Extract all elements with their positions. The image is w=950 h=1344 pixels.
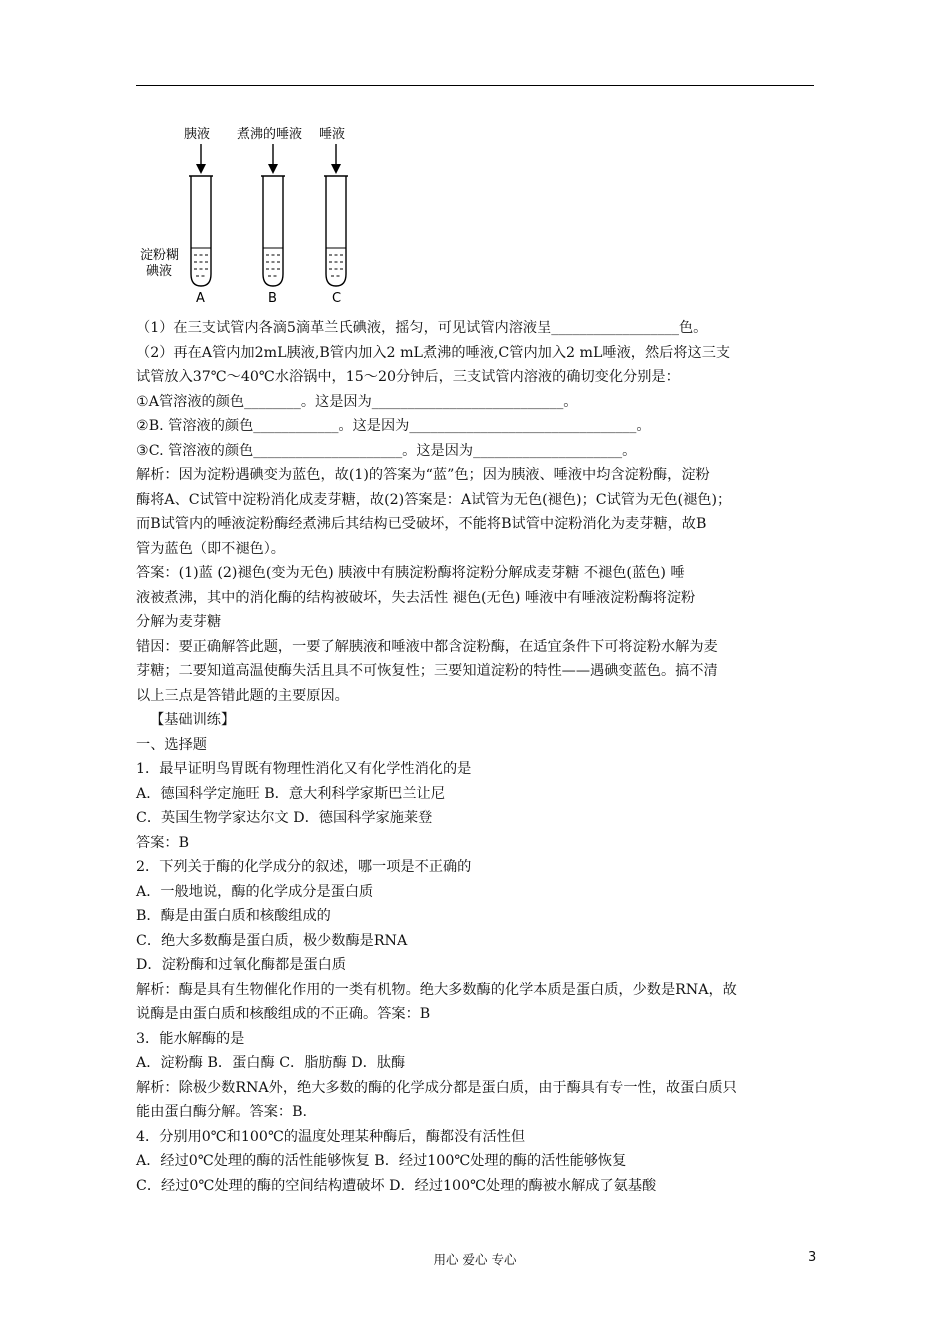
options-line: C．英国生物学家达尔文 D．德国科学家施莱登 (136, 810, 433, 826)
label-iodine: 碘液 (146, 264, 173, 279)
label-boiled-saliva: 煮沸的唾液 (237, 127, 303, 142)
option-b: B．酶是由蛋白质和核酸组成的 (136, 908, 331, 924)
options-line: A．德国科学定施旺 B．意大利科学家斯巴兰让尼 (136, 785, 445, 802)
tube-c-label: C (332, 291, 342, 306)
analysis-line: 解析：酶是具有生物催化作用的一类有机物。绝大多数酶的化学本质是蛋白质，少数是RNA，故 (136, 981, 737, 998)
section-heading: 【基础训练】 (150, 712, 236, 728)
page-number: 3 (808, 1250, 817, 1265)
tube-a-label: A (196, 291, 205, 306)
blank-a: ①A管溶液的颜色________。这是因为___________________________。 (136, 393, 578, 410)
blank-c: ③C. 管溶液的颜色_____________________。这是因为_____________________。 (136, 442, 637, 459)
options-line: A．经过0℃处理的酶的活性能够恢复 B．经过100℃处理的酶的活性能够恢复 (136, 1153, 627, 1169)
analysis-line: 解析：因为淀粉遇碘变为蓝色，故(1)的答案为“蓝”色；因为胰液、唾液中均含淀粉酶，淀粉 (136, 467, 710, 483)
label-pancreatic-juice: 胰液 (184, 127, 211, 142)
analysis-line: 酶将A、C试管中淀粉消化成麦芽糖，故(2)答案是：A试管为无色(褪色)；C试管为无色(褪色)； (136, 491, 732, 508)
error-cause-line: 芽糖；二要知道高温使酶失活且具不可恢复性；三要知道淀粉的特性——遇碘变蓝色。搞不清 (136, 663, 718, 679)
options-line: A．淀粉酶 B．蛋白酶 C．脂肪酶 D．肽酶 (136, 1055, 406, 1071)
error-cause-line: 错因：要正确解答此题，一要了解胰液和唾液中都含淀粉酶，在适宜条件下可将淀粉水解为麦 (136, 638, 718, 655)
text-line: 试管放入37℃～40℃水浴锅中，15～20分钟后，三支试管内溶液的确切变化分别是： (136, 369, 680, 385)
label-saliva: 唾液 (319, 127, 346, 142)
question-part-2: （2）再在A管内加2mL胰液,B管内加入2 mL煮沸的唾液,C管内加入2 mL唾液，然后将这三支 (136, 344, 731, 361)
header-rule (136, 85, 814, 86)
blank-b: ②B. 管溶液的颜色____________。这是因为________________________________。 (136, 418, 651, 434)
analysis-line: 解析：除极少数RNA外，绝大多数的酶的化学成分都是蛋白质，由于酶具有专一性，故蛋白质只 (136, 1079, 737, 1096)
option-c: C．绝大多数酶是蛋白质，极少数酶是RNA (136, 932, 408, 949)
answer-line: 分解为麦芽糖 (136, 614, 222, 630)
question-1: 1．最早证明鸟胃既有物理性消化又有化学性消化的是 (136, 761, 472, 777)
analysis-line: 管为蓝色（即不褪色）。 (136, 540, 285, 557)
document-body (136, 316, 816, 1198)
option-d: D．淀粉酶和过氧化酶都是蛋白质 (136, 957, 347, 973)
page-footer: 用心 爱心 专心 (433, 1252, 517, 1267)
analysis-line: 说酶是由蛋白质和核酸组成的不正确。答案：B (136, 1006, 431, 1022)
subsection-heading: 一、选择题 (136, 736, 207, 753)
error-cause-line: 以上三点是答错此题的主要原因。 (136, 687, 349, 704)
label-starch: 淀粉糊 (140, 248, 180, 263)
answer-line: 答案：B (136, 834, 189, 851)
question-3: 3．能水解酶的是 (136, 1030, 245, 1047)
option-a: A．一般地说，酶的化学成分是蛋白质 (136, 883, 374, 900)
question-4: 4．分别用0℃和100℃的温度处理某种酶后，酶都没有活性但 (136, 1128, 526, 1145)
question-2: 2．下列关于酶的化学成分的叙述，哪一项是不正确的 (136, 859, 472, 875)
analysis-line: 能由蛋白酶分解。答案：B. (136, 1104, 307, 1120)
analysis-line: 而B试管内的唾液淀粉酶经煮沸后其结构已受破坏，不能将B试管中淀粉消化为麦芽糖，故B (136, 516, 707, 532)
tube-b-label: B (268, 291, 277, 306)
answer-line: 答案：(1)蓝 (2)褪色(变为无色) 胰液中有胰淀粉酶将淀粉分解成麦芽糖 不褪色(蓝色) 唾 (136, 565, 685, 581)
question-part-1: （1）在三支试管内各滴5滴革兰氏碘液，摇匀，可见试管内溶液呈__________________色。 (136, 320, 708, 336)
answer-line: 液被煮沸，其中的消化酶的结构被破坏，失去活性 褪色(无色) 唾液中有唾液淀粉酶将淀粉 (136, 589, 696, 606)
test-tube-figure (136, 124, 366, 309)
options-line: C．经过0℃处理的酶的空间结构遭破坏 D．经过100℃处理的酶被水解成了氨基酸 (136, 1177, 657, 1194)
